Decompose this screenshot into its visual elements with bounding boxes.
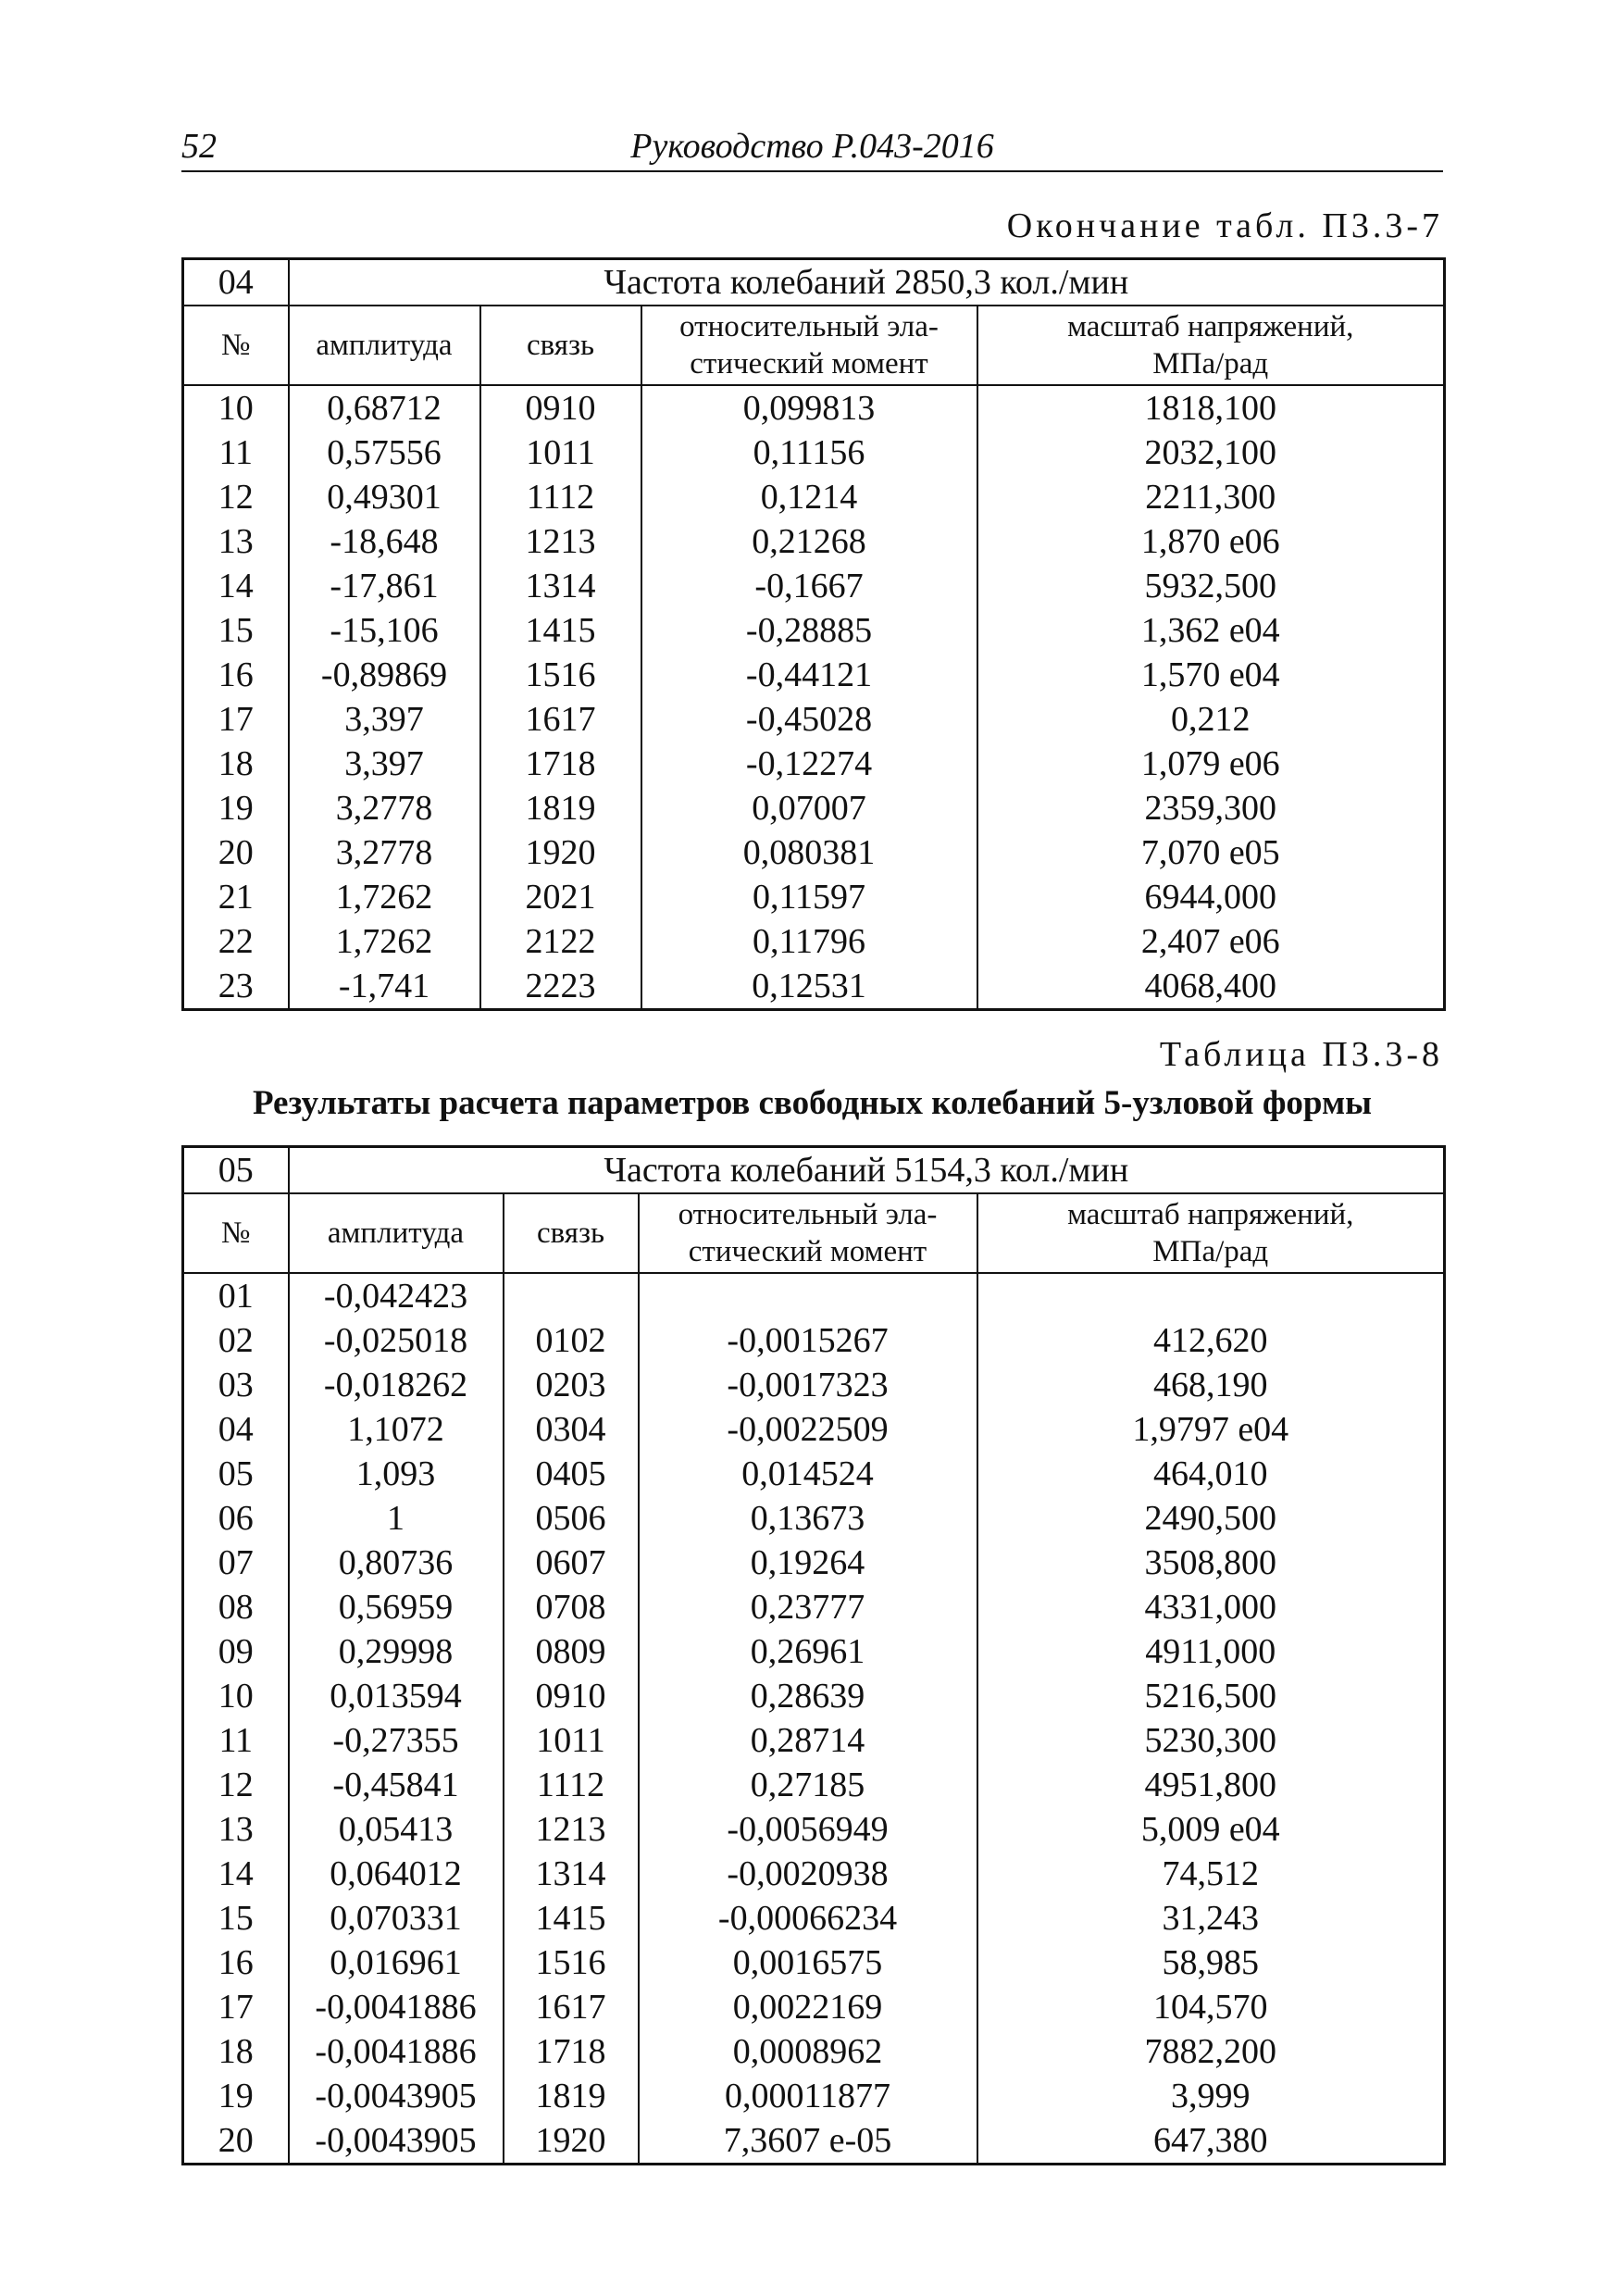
cell-amplitude: -1,741 xyxy=(289,964,480,1010)
cell-link: 0304 xyxy=(504,1407,639,1452)
cell-link: 1112 xyxy=(504,1763,639,1807)
table-row xyxy=(183,1318,1445,1363)
cell-moment: 0,11156 xyxy=(641,430,977,475)
cell-link: 1516 xyxy=(480,653,641,697)
table-row xyxy=(183,2029,1445,2074)
table-row xyxy=(183,1896,1445,1940)
cell-moment: 0,26961 xyxy=(639,1629,977,1674)
column-header-scale-line1: масштаб напряжений, xyxy=(1067,310,1354,343)
cell-num: 21 xyxy=(183,875,289,919)
cell-scale: 2032,100 xyxy=(977,430,1445,475)
table-row xyxy=(183,653,1445,697)
table1-header-row xyxy=(183,306,1445,385)
cell-link: 1314 xyxy=(504,1852,639,1896)
cell-link: 1415 xyxy=(480,608,641,653)
cell-num: 05 xyxy=(183,1452,289,1496)
cell-moment: 0,28639 xyxy=(639,1674,977,1718)
running-title: Руководство Р.043-2016 xyxy=(630,127,994,166)
cell-link: 0708 xyxy=(504,1585,639,1629)
cell-num: 11 xyxy=(183,430,289,475)
table-row xyxy=(183,1496,1445,1541)
cell-amplitude: 3,397 xyxy=(289,742,480,786)
table-row xyxy=(183,564,1445,608)
column-header-amplitude: амплитуда xyxy=(289,306,480,385)
cell-scale: 2,407 e06 xyxy=(977,919,1445,964)
cell-moment: 0,12531 xyxy=(641,964,977,1010)
cell-moment: 0,00011877 xyxy=(639,2074,977,2118)
cell-moment: 7,3607 e-05 xyxy=(639,2118,977,2165)
cell-moment: 0,07007 xyxy=(641,786,977,830)
cell-link: 1617 xyxy=(504,1985,639,2029)
cell-amplitude: 0,05413 xyxy=(289,1807,504,1852)
cell-moment: 0,13673 xyxy=(639,1496,977,1541)
column-header-moment-line2: стический момент xyxy=(690,347,928,381)
table-row xyxy=(183,697,1445,742)
cell-amplitude: 0,070331 xyxy=(289,1896,504,1940)
cell-num: 12 xyxy=(183,475,289,519)
table1-frequency-cell: Частота колебаний 2850,3 кол./мин xyxy=(289,259,1445,306)
table1-caption: Окончание табл. П3.3-7 xyxy=(1006,206,1443,245)
cell-num: 11 xyxy=(183,1718,289,1763)
cell-link: 1112 xyxy=(480,475,641,519)
table-row xyxy=(183,1629,1445,1674)
cell-num: 13 xyxy=(183,519,289,564)
cell-moment: -0,1667 xyxy=(641,564,977,608)
table1-frequency-row xyxy=(183,259,1445,306)
cell-link: 1516 xyxy=(504,1940,639,1985)
cell-moment: 0,28714 xyxy=(639,1718,977,1763)
column-header-moment xyxy=(641,306,977,385)
cell-moment: 0,0008962 xyxy=(639,2029,977,2074)
cell-amplitude: 0,29998 xyxy=(289,1629,504,1674)
table-row xyxy=(183,1407,1445,1452)
cell-moment: 0,1214 xyxy=(641,475,977,519)
table-row xyxy=(183,608,1445,653)
cell-moment: 0,21268 xyxy=(641,519,977,564)
cell-scale: 4331,000 xyxy=(977,1585,1445,1629)
cell-num: 13 xyxy=(183,1807,289,1852)
cell-link: 1819 xyxy=(504,2074,639,2118)
table2-caption: Таблица П3.3-8 xyxy=(1159,1035,1443,1074)
cell-scale: 1,570 e04 xyxy=(977,653,1445,697)
cell-amplitude: 0,57556 xyxy=(289,430,480,475)
cell-moment: -0,0056949 xyxy=(639,1807,977,1852)
cell-moment: 0,0016575 xyxy=(639,1940,977,1985)
cell-num: 16 xyxy=(183,653,289,697)
cell-moment: 0,19264 xyxy=(639,1541,977,1585)
table-row xyxy=(183,519,1445,564)
cell-link: 0102 xyxy=(504,1318,639,1363)
table-row xyxy=(183,1541,1445,1585)
column-header-moment-line2: стический момент xyxy=(688,1235,927,1268)
page-number: 52 xyxy=(181,127,217,166)
cell-num: 18 xyxy=(183,2029,289,2074)
cell-scale: 5932,500 xyxy=(977,564,1445,608)
cell-num: 08 xyxy=(183,1585,289,1629)
table-row xyxy=(183,1273,1445,1318)
cell-scale: 31,243 xyxy=(977,1896,1445,1940)
table-row xyxy=(183,385,1445,430)
cell-link: 0910 xyxy=(480,385,641,430)
cell-scale: 1,362 e04 xyxy=(977,608,1445,653)
cell-scale: 0,212 xyxy=(977,697,1445,742)
cell-link: 1718 xyxy=(504,2029,639,2074)
cell-num: 20 xyxy=(183,2118,289,2165)
cell-link: 2223 xyxy=(480,964,641,1010)
column-header-scale-line1: масштаб напряжений, xyxy=(1067,1198,1354,1231)
cell-link: 0607 xyxy=(504,1541,639,1585)
cell-scale xyxy=(977,1273,1445,1318)
cell-amplitude: 0,49301 xyxy=(289,475,480,519)
cell-amplitude: -0,27355 xyxy=(289,1718,504,1763)
cell-scale: 58,985 xyxy=(977,1940,1445,1985)
cell-scale: 3,999 xyxy=(977,2074,1445,2118)
table-row xyxy=(183,1763,1445,1807)
cell-amplitude: -0,0041886 xyxy=(289,1985,504,2029)
table-row xyxy=(183,786,1445,830)
cell-moment: 0,014524 xyxy=(639,1452,977,1496)
cell-amplitude: -15,106 xyxy=(289,608,480,653)
column-header-moment-line1: относительный эла- xyxy=(678,1198,938,1231)
column-header-link: связь xyxy=(480,306,641,385)
cell-scale: 6944,000 xyxy=(977,875,1445,919)
column-header-moment xyxy=(639,1193,977,1273)
cell-num: 01 xyxy=(183,1273,289,1318)
cell-link: 2122 xyxy=(480,919,641,964)
table2-title: Результаты расчета параметров свободных колебаний 5-узловой формы xyxy=(252,1084,1373,1122)
column-header-scale xyxy=(977,1193,1445,1273)
cell-scale: 3508,800 xyxy=(977,1541,1445,1585)
cell-amplitude: 1,1072 xyxy=(289,1407,504,1452)
cell-num: 17 xyxy=(183,1985,289,2029)
cell-num: 14 xyxy=(183,564,289,608)
cell-amplitude: 0,013594 xyxy=(289,1674,504,1718)
cell-amplitude: 3,2778 xyxy=(289,786,480,830)
cell-num: 19 xyxy=(183,786,289,830)
cell-num: 10 xyxy=(183,385,289,430)
cell-scale: 468,190 xyxy=(977,1363,1445,1407)
column-header-scale-line2: МПа/рад xyxy=(1152,1235,1269,1268)
cell-amplitude: -0,018262 xyxy=(289,1363,504,1407)
cell-num: 19 xyxy=(183,2074,289,2118)
table2-header-row xyxy=(183,1193,1445,1273)
cell-scale: 2490,500 xyxy=(977,1496,1445,1541)
cell-amplitude: 1,7262 xyxy=(289,875,480,919)
cell-moment: -0,0017323 xyxy=(639,1363,977,1407)
cell-link: 0506 xyxy=(504,1496,639,1541)
cell-link: 1415 xyxy=(504,1896,639,1940)
cell-amplitude: 1,093 xyxy=(289,1452,504,1496)
cell-scale: 5216,500 xyxy=(977,1674,1445,1718)
cell-link: 1718 xyxy=(480,742,641,786)
cell-amplitude: -0,0043905 xyxy=(289,2118,504,2165)
cell-scale: 4911,000 xyxy=(977,1629,1445,1674)
table2-frequency-cell: Частота колебаний 5154,3 кол./мин xyxy=(289,1147,1445,1194)
cell-link: 2021 xyxy=(480,875,641,919)
cell-moment: 0,11597 xyxy=(641,875,977,919)
table-row xyxy=(183,1674,1445,1718)
cell-num: 14 xyxy=(183,1852,289,1896)
table-row xyxy=(183,475,1445,519)
cell-num: 15 xyxy=(183,1896,289,1940)
column-header-scale xyxy=(977,306,1445,385)
cell-scale: 104,570 xyxy=(977,1985,1445,2029)
cell-moment xyxy=(639,1273,977,1318)
column-header-num: № xyxy=(183,306,289,385)
column-header-link: связь xyxy=(504,1193,639,1273)
table2-frequency-row xyxy=(183,1147,1445,1194)
cell-amplitude: -0,0043905 xyxy=(289,2074,504,2118)
cell-scale: 74,512 xyxy=(977,1852,1445,1896)
cell-amplitude: -18,648 xyxy=(289,519,480,564)
cell-amplitude: 0,56959 xyxy=(289,1585,504,1629)
cell-moment: -0,0020938 xyxy=(639,1852,977,1896)
cell-scale: 7882,200 xyxy=(977,2029,1445,2074)
cell-scale: 2359,300 xyxy=(977,786,1445,830)
cell-moment: -0,0022509 xyxy=(639,1407,977,1452)
cell-num: 10 xyxy=(183,1674,289,1718)
cell-scale: 7,070 e05 xyxy=(977,830,1445,875)
table1 xyxy=(181,257,1446,1011)
column-header-amplitude: амплитуда xyxy=(289,1193,504,1273)
cell-moment: 0,0022169 xyxy=(639,1985,977,2029)
cell-num: 06 xyxy=(183,1496,289,1541)
cell-scale: 1,870 e06 xyxy=(977,519,1445,564)
cell-link: 0405 xyxy=(504,1452,639,1496)
table1-node-cell: 04 xyxy=(183,259,289,306)
table-row xyxy=(183,2074,1445,2118)
table-row xyxy=(183,1940,1445,1985)
cell-link: 1314 xyxy=(480,564,641,608)
cell-moment: -0,0015267 xyxy=(639,1318,977,1363)
cell-link: 1011 xyxy=(504,1718,639,1763)
table-row xyxy=(183,875,1445,919)
cell-amplitude: -0,042423 xyxy=(289,1273,504,1318)
column-header-num: № xyxy=(183,1193,289,1273)
cell-link xyxy=(504,1273,639,1318)
cell-amplitude: 1 xyxy=(289,1496,504,1541)
cell-num: 18 xyxy=(183,742,289,786)
column-header-scale-line2: МПа/рад xyxy=(1152,347,1269,381)
cell-link: 1920 xyxy=(504,2118,639,2165)
cell-link: 1819 xyxy=(480,786,641,830)
table-row xyxy=(183,1807,1445,1852)
cell-scale: 5230,300 xyxy=(977,1718,1445,1763)
cell-amplitude: 3,2778 xyxy=(289,830,480,875)
cell-num: 04 xyxy=(183,1407,289,1452)
cell-amplitude: -0,025018 xyxy=(289,1318,504,1363)
table-row xyxy=(183,1718,1445,1763)
cell-amplitude: 0,016961 xyxy=(289,1940,504,1985)
cell-scale: 5,009 e04 xyxy=(977,1807,1445,1852)
table-row xyxy=(183,1985,1445,2029)
cell-moment: -0,00066234 xyxy=(639,1896,977,1940)
cell-num: 03 xyxy=(183,1363,289,1407)
column-header-moment-line1: относительный эла- xyxy=(679,310,939,343)
cell-moment: 0,11796 xyxy=(641,919,977,964)
table-row xyxy=(183,742,1445,786)
cell-scale: 647,380 xyxy=(977,2118,1445,2165)
cell-num: 02 xyxy=(183,1318,289,1363)
table-row xyxy=(183,919,1445,964)
cell-moment: -0,12274 xyxy=(641,742,977,786)
cell-scale: 4068,400 xyxy=(977,964,1445,1010)
cell-scale: 1818,100 xyxy=(977,385,1445,430)
table-row xyxy=(183,430,1445,475)
table-row xyxy=(183,1852,1445,1896)
cell-amplitude: -17,861 xyxy=(289,564,480,608)
cell-link: 1920 xyxy=(480,830,641,875)
cell-moment: 0,27185 xyxy=(639,1763,977,1807)
table2-node-cell: 05 xyxy=(183,1147,289,1194)
cell-amplitude: 0,80736 xyxy=(289,1541,504,1585)
cell-amplitude: 0,064012 xyxy=(289,1852,504,1896)
cell-scale: 2211,300 xyxy=(977,475,1445,519)
table-row xyxy=(183,830,1445,875)
cell-scale: 464,010 xyxy=(977,1452,1445,1496)
cell-num: 09 xyxy=(183,1629,289,1674)
cell-scale: 1,9797 e04 xyxy=(977,1407,1445,1452)
cell-scale: 412,620 xyxy=(977,1318,1445,1363)
cell-moment: 0,080381 xyxy=(641,830,977,875)
table-row xyxy=(183,1585,1445,1629)
page-header xyxy=(181,126,1443,172)
cell-num: 22 xyxy=(183,919,289,964)
cell-num: 16 xyxy=(183,1940,289,1985)
cell-link: 0910 xyxy=(504,1674,639,1718)
table2 xyxy=(181,1145,1446,2165)
cell-amplitude: 0,68712 xyxy=(289,385,480,430)
cell-amplitude: -0,45841 xyxy=(289,1763,504,1807)
table-row xyxy=(183,1363,1445,1407)
table-row xyxy=(183,2118,1445,2165)
cell-link: 1011 xyxy=(480,430,641,475)
cell-link: 1213 xyxy=(504,1807,639,1852)
cell-moment: -0,45028 xyxy=(641,697,977,742)
cell-link: 1213 xyxy=(480,519,641,564)
cell-num: 20 xyxy=(183,830,289,875)
cell-link: 0809 xyxy=(504,1629,639,1674)
cell-num: 17 xyxy=(183,697,289,742)
cell-link: 1617 xyxy=(480,697,641,742)
cell-num: 15 xyxy=(183,608,289,653)
cell-scale: 4951,800 xyxy=(977,1763,1445,1807)
cell-num: 07 xyxy=(183,1541,289,1585)
cell-moment: 0,099813 xyxy=(641,385,977,430)
cell-num: 23 xyxy=(183,964,289,1010)
cell-amplitude: 1,7262 xyxy=(289,919,480,964)
cell-moment: -0,28885 xyxy=(641,608,977,653)
cell-moment: -0,44121 xyxy=(641,653,977,697)
cell-scale: 1,079 e06 xyxy=(977,742,1445,786)
cell-amplitude: -0,89869 xyxy=(289,653,480,697)
cell-num: 12 xyxy=(183,1763,289,1807)
cell-amplitude: -0,0041886 xyxy=(289,2029,504,2074)
table-row xyxy=(183,964,1445,1010)
cell-link: 0203 xyxy=(504,1363,639,1407)
cell-moment: 0,23777 xyxy=(639,1585,977,1629)
table-row xyxy=(183,1452,1445,1496)
cell-amplitude: 3,397 xyxy=(289,697,480,742)
